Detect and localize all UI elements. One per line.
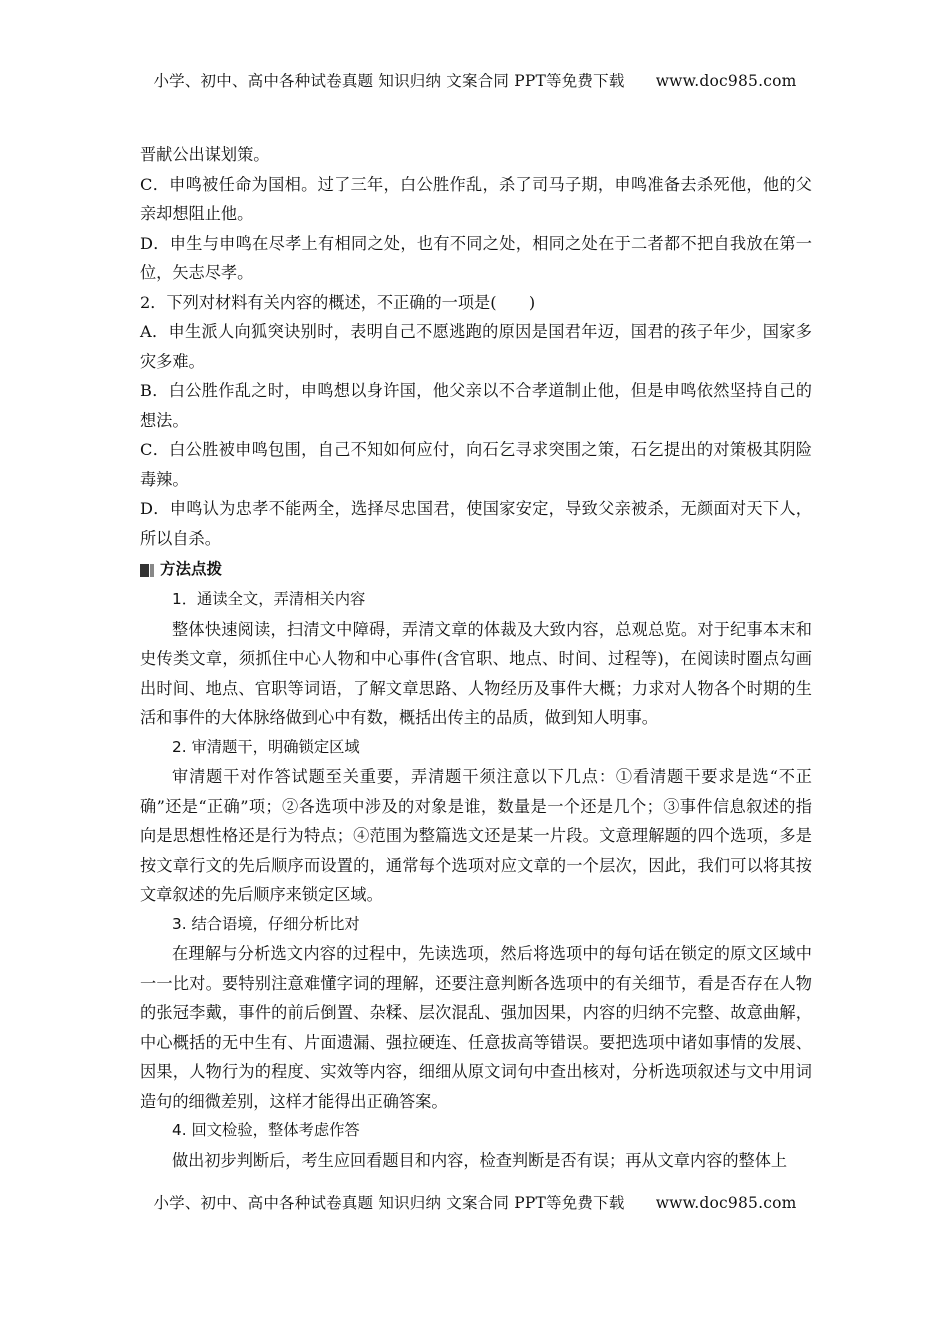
page-footer <box>0 1191 950 1213</box>
q2-option-a: A．申生派人向狐突诀别时，表明自己不愿逃跑的原因是国君年迈，国君的孩子年少，国家多灾多难。 <box>140 322 812 371</box>
step-2-title: 2. 审清题干，明确锁定区域 <box>172 737 360 756</box>
step-1-body: 整体快速阅读，扫清文中障碍，弄清文章的体裁及大致内容，总观总览。对于纪事本末和史传类文章，须抓住中心人物和中心事件(含官职、地点、时间、过程等)，在阅读时圈点勾画出时间、地点、官职等词语，了解文章思路、人物经历及事件大概；力求对人物各个时期的生活和事件的大体脉络做到心中有数，概括出传主的品质，做到知人明事。 <box>140 619 812 727</box>
q2-option-c: C．白公胜被申鸣包围，自己不知如何应付，向石乞寻求突围之策，石乞提出的对策极其阴险毒辣。 <box>140 440 812 489</box>
method-section-heading <box>140 555 812 585</box>
footer-site[interactable]: www.doc985.com <box>655 1194 797 1212</box>
q2-stem: 2．下列对材料有关内容的概述，不正确的一项是( ) <box>140 292 536 312</box>
q2-option-b: B．白公胜作乱之时，申鸣想以身许国，他父亲以不合孝道制止他，但是申鸣依然坚持自己的想法。 <box>140 381 812 430</box>
footer-text: 小学、初中、高中各种试卷真题 知识归纳 文案合同 PPT等免费下载 <box>153 1194 625 1212</box>
step-1-title: 1．通读全文，弄清相关内容 <box>172 590 366 608</box>
step-3-title: 3. 结合语境，仔细分析比对 <box>172 914 360 933</box>
page-content <box>140 140 812 1175</box>
q2-option-d: D．申鸣认为忠孝不能两全，选择尽忠国君，使国家安定，导致父亲被杀，无颜面对天下人，所以自杀。 <box>140 499 812 548</box>
method-section-title: 方法点拨 <box>160 560 223 579</box>
header-text: 小学、初中、高中各种试卷真题 知识归纳 文案合同 PPT等免费下载 <box>153 72 625 90</box>
page-header <box>0 69 950 91</box>
step-2-body: 审清题干对作答试题至关重要，弄清题干须注意以下几点：①看清题干要求是选“不正确”还是“正确”项；②各选项中涉及的对象是谁，数量是一个还是几个；③事件信息叙述的指向是思想性格还是行为特点；④范围为整篇选文还是某一片段。文意理解题的四个选项，多是按文章行文的先后顺序而设置的，通常每个选项对应文章的一个层次，因此，我们可以将其按文章叙述的先后顺序来锁定区域。 <box>140 767 812 904</box>
q1-option-c: C．申鸣被任命为国相。过了三年，白公胜作乱，杀了司马子期，申鸣准备去杀死他，他的父亲却想阻止他。 <box>140 174 812 223</box>
q1-tail: 晋献公出谋划策。 <box>140 145 270 164</box>
section-marker-icon <box>140 564 154 577</box>
step-3-body: 在理解与分析选文内容的过程中，先读选项，然后将选项中的每句话在锁定的原文区域中一一比对。要特别注意难懂字词的理解，还要注意判断各选项中的有关细节，看是否存在人物的张冠李戴，事件的前后倒置、杂糅、层次混乱、强加因果，内容的归纳不完整、故意曲解，中心概括的无中生有、片面遗漏、强拉硬连、任意拔高等错误。要把选项中诸如事情的发展、因果，人物行为的程度、实效等内容，细细从原文词句中查出核对，分析选项叙述与文中用词造句的细微差别，这样才能得出正确答案。 <box>140 944 812 1111</box>
step-4-title: 4. 回文检验，整体考虑作答 <box>172 1121 360 1139</box>
header-site[interactable]: www.doc985.com <box>655 72 797 90</box>
step-4-body: 做出初步判断后，考生应回看题目和内容，检查判断是否有误；再从文章内容的整体上 <box>172 1150 788 1170</box>
q1-option-d: D．申生与申鸣在尽孝上有相同之处，也有不同之处，相同之处在于二者都不把自我放在第一位，矢志尽孝。 <box>140 233 812 282</box>
